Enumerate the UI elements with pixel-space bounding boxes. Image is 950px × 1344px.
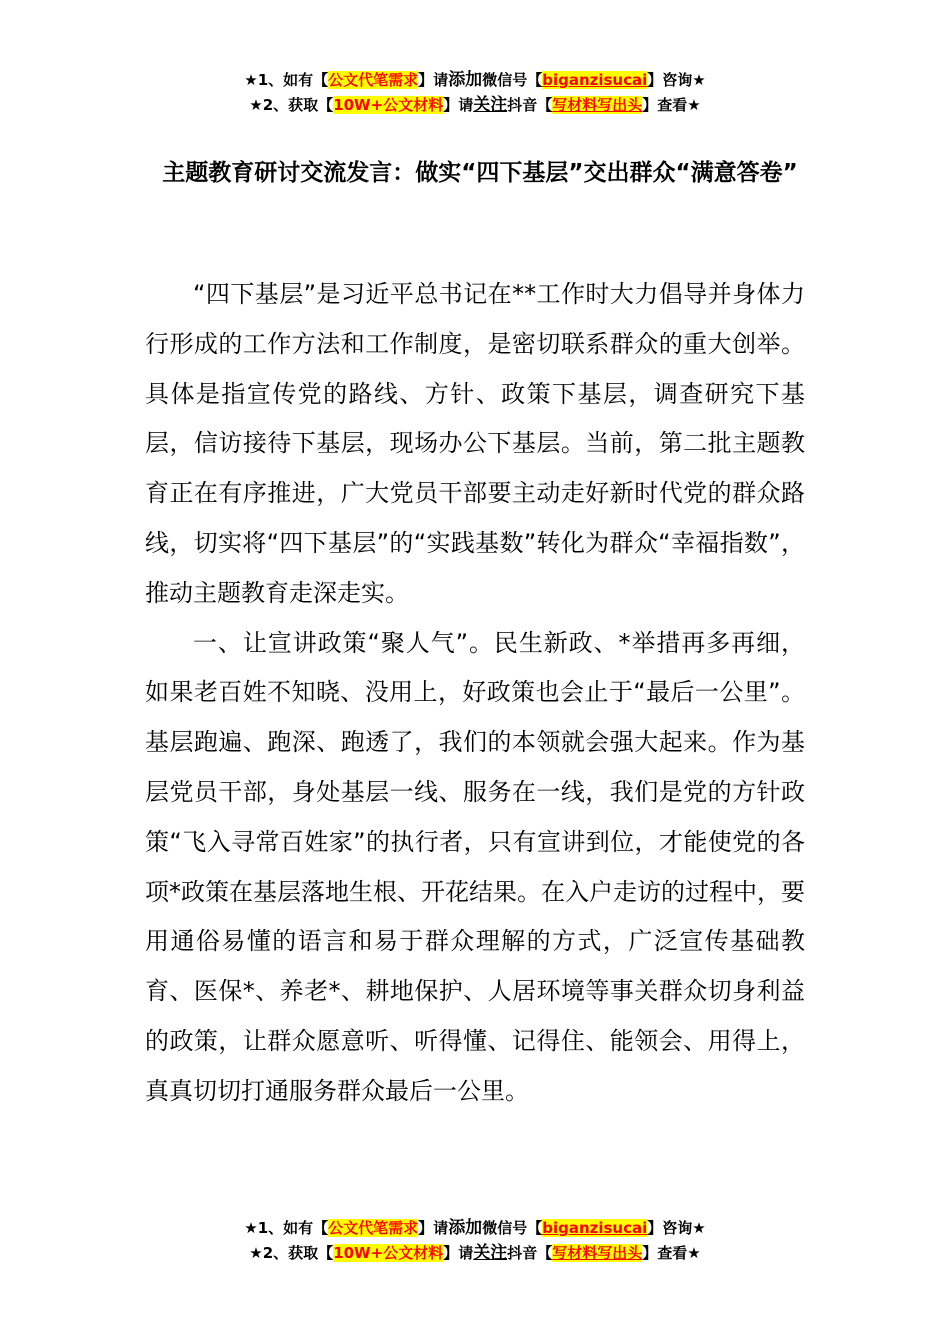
promo-line-1	[0, 1216, 950, 1241]
promo-highlight-douyin-account[interactable]: 写材料写出头	[552, 96, 643, 114]
promo-text: 】查看★	[642, 1244, 701, 1262]
promo-text: 】咨询★	[647, 1219, 706, 1237]
promo-line-2	[0, 1241, 950, 1266]
promo-text: ★1、如有【	[244, 71, 329, 89]
promo-text: 】咨询★	[647, 71, 706, 89]
promo-text: 微信号【	[482, 71, 543, 89]
promo-highlight-wechat-id[interactable]: biganzisucai	[542, 1219, 648, 1237]
promo-text: ★1、如有【	[244, 1219, 329, 1237]
footer-promo-banner	[0, 1216, 950, 1266]
document-body	[145, 270, 805, 1117]
promo-emphasis-add: 添加	[448, 70, 483, 90]
promo-text: 微信号【	[482, 1219, 543, 1237]
promo-emphasis-follow: 关注	[473, 95, 508, 115]
promo-highlight-douyin-account[interactable]: 写材料写出头	[552, 1244, 643, 1262]
promo-text: 】查看★	[642, 96, 701, 114]
header-promo-banner	[0, 68, 950, 118]
promo-text: ★2、获取【	[249, 96, 334, 114]
promo-highlight-materials: 10W+公文材料	[333, 96, 444, 114]
promo-text: ★2、获取【	[249, 1244, 334, 1262]
promo-text: 】请	[418, 71, 449, 89]
promo-emphasis-add: 添加	[448, 1218, 483, 1238]
promo-highlight-service: 公文代笔需求	[328, 71, 419, 89]
promo-text: 】请	[443, 1244, 474, 1262]
promo-line-2	[0, 93, 950, 118]
promo-line-1	[0, 68, 950, 93]
promo-text: 】请	[418, 1219, 449, 1237]
paragraph-intro: “四下基层”是习近平总书记在**工作时大力倡导并身体力行形成的工作方法和工作制度，是密切联系群众的重大创举。具体是指宣传党的路线、方针、政策下基层，调查研究下基层，信访接待下基层，现场办公下基层。当前，第二批主题教育正在有序推进，广大党员干部要主动走好新时代党的群众路线，切实将“四下基层”的“实践基数”转化为群众“幸福指数”，推动主题教育走深走实。	[145, 280, 805, 607]
paragraph-section-1: 一、让宣讲政策“聚人气”。民生新政、*举措再多再细，如果老百姓不知晓、没用上，好政策也会止于“最后一公里”。基层跑遍、跑深、跑透了，我们的本领就会强大起来。作为基层党员干部，身处基层一线、服务在一线，我们是党的方针政策“飞入寻常百姓家”的执行者，只有宣讲到位，才能使党的各项*政策在基层落地生根、开花结果。在入户走访的过程中，要用通俗易懂的语言和易于群众理解的方式，广泛宣传基础教育、医保*、养老*、耕地保护、人居环境等事关群众切身利益的政策，让群众愿意听、听得懂、记得住、能领会、用得上，真真切切打通服务群众最后一公里。	[145, 628, 805, 1105]
document-title: 主题教育研讨交流发言：做实“四下基层”交出群众“满意答卷”	[162, 160, 798, 186]
promo-highlight-materials: 10W+公文材料	[333, 1244, 444, 1262]
promo-text: 抖音【	[507, 96, 553, 114]
promo-text: 】请	[443, 96, 474, 114]
promo-emphasis-follow: 关注	[473, 1243, 508, 1263]
promo-highlight-service: 公文代笔需求	[328, 1219, 419, 1237]
promo-highlight-wechat-id[interactable]: biganzisucai	[542, 71, 648, 89]
promo-text: 抖音【	[507, 1244, 553, 1262]
